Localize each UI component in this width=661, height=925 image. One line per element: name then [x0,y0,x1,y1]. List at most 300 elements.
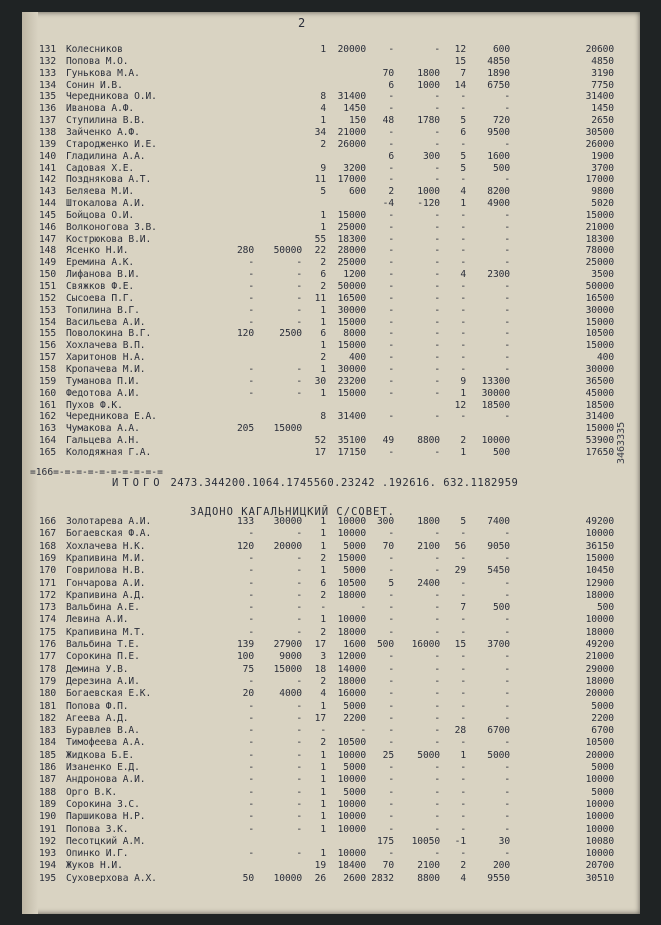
cell-value: - [460,328,466,340]
cell-value: 19 [314,860,326,872]
cell-value: 20 [242,688,254,700]
cell-value: - [460,614,466,626]
cell-value: 1 [460,749,466,761]
cell-value: - [434,44,440,55]
cell-value: - [434,712,440,724]
cell-value: 9550 [487,872,510,884]
cell-value: - [504,811,510,823]
person-name: Попова Ф.П. [66,700,129,712]
cell-value: - [296,675,302,687]
cell-value: 56 [454,540,466,552]
cell-value: - [388,565,394,577]
cell-value: 2 [320,257,326,269]
cell-value: - [248,269,254,281]
cell-value: - [460,823,466,835]
row-number: 167 [38,528,56,540]
cell-value: - [504,316,510,328]
cell-value: 21000 [585,221,614,233]
cell-value: 120 [236,540,254,552]
person-name: Гунькова М.А. [66,67,140,79]
cell-value: 17000 [585,174,614,186]
cell-value: - [434,798,440,810]
cell-value: 1 [320,387,326,399]
cell-value: 18 [314,663,326,675]
cell-value: - [388,528,394,540]
person-name: Тимофеева А.А. [66,737,146,749]
cell-value: - [460,798,466,810]
row-number: 160 [38,387,56,399]
side-stamp-number: 3463335 [616,421,627,464]
cell-value: - [388,340,394,352]
cell-value: 2 [320,552,326,564]
row-number: 195 [38,872,56,884]
cell-value: - [360,725,366,737]
person-name: Иванова А.Ф. [66,103,135,115]
cell-value: 36150 [585,540,614,552]
cell-value: 10000 [337,614,366,626]
cell-value: 4 [320,688,326,700]
row-number: 185 [38,749,56,761]
cell-value: 5000 [343,762,366,773]
cell-value: 2 [460,435,466,447]
cell-value: 20000 [337,44,366,55]
cell-value: - [504,340,510,352]
cell-value: 2 [320,737,326,749]
cell-value: - [248,387,254,399]
total-row [112,477,518,489]
person-name: Изаненко Е.Д. [66,762,140,773]
cell-value: 1 [320,811,326,823]
cell-value: - [460,316,466,328]
row-number: 194 [38,860,56,872]
cell-value: 1 [320,700,326,712]
cell-value: 1450 [343,103,366,115]
cell-value: - [388,292,394,304]
cell-value: 10000 [337,798,366,810]
cell-value: - [504,245,510,257]
person-name: Жидкова Б.Е. [66,749,135,761]
cell-value: - [388,626,394,638]
cell-value: 5 [460,150,466,162]
cell-value: 500 [492,162,510,174]
cell-value: - [460,411,466,423]
cell-value: - [388,174,394,186]
cell-value: 2300 [487,269,510,281]
cell-value: 2200 [591,712,614,724]
cell-value: 48 [382,115,394,127]
cell-value: 300 [422,150,440,162]
cell-value: 500 [596,602,614,614]
cell-value: 17650 [585,446,614,458]
cell-value: 5450 [487,565,510,577]
cell-value: 55 [314,233,326,245]
person-name: Бойцова О.И. [66,209,135,221]
cell-value: 50000 [273,245,302,257]
cell-value: - [460,281,466,292]
person-name: Андронова А.И. [66,774,146,786]
cell-value: 30000 [337,363,366,375]
cell-value: 5000 [343,565,366,577]
cell-value: - [248,363,254,375]
cell-value: - [388,848,394,860]
row-number: 137 [38,115,56,127]
cell-value: 28 [454,725,466,737]
cell-value: 2 [460,860,466,872]
cell-value: 30500 [585,126,614,138]
cell-value: - [248,626,254,638]
person-name: Колодяжная Г.А. [66,446,152,458]
cell-value: 20000 [273,540,302,552]
cell-value: 53900 [585,435,614,447]
person-name: Сонин И.В. [66,79,123,91]
cell-value: 15000 [337,387,366,399]
person-name: Колесников [66,44,123,55]
cell-value: - [388,614,394,626]
document-page [22,12,640,914]
cell-value: 18000 [337,626,366,638]
cell-value: - [388,774,394,786]
cell-value: 600 [492,44,510,55]
cell-value: - [504,774,510,786]
cell-value: 10080 [585,835,614,847]
cell-value: - [248,811,254,823]
row-number: 131 [38,44,56,55]
cell-value: 150 [348,115,366,127]
total-values: 2473.344200.1064.1745560.23242 .192616. 632.1182959 [170,477,519,489]
separator-line: =166=-=-=-=-=-=-=-=-=-= [30,467,163,478]
cell-value: 15 [454,55,466,67]
person-name: Вальбина Т.Е. [66,639,140,650]
cell-value: - [388,304,394,316]
cell-value: - [248,292,254,304]
cell-value: 6700 [591,725,614,737]
person-name: Еремина А.К. [66,257,135,269]
cell-value: 1 [320,762,326,773]
cell-value: 1 [320,115,326,127]
cell-value: - [388,233,394,245]
cell-value: - [504,688,510,700]
cell-value: 10000 [481,435,510,447]
cell-value: 17 [314,446,326,458]
cell-value: - [248,725,254,737]
cell-value: 10000 [585,798,614,810]
person-name: Жуков Н.И. [66,860,123,872]
cell-value: 10000 [585,614,614,626]
cell-value: - [388,257,394,269]
cell-value: - [434,138,440,150]
cell-value: - [434,688,440,700]
cell-value: 10050 [411,835,440,847]
cell-value: 1600 [343,639,366,650]
row-number: 152 [38,292,56,304]
person-name: Поволокина В.Г. [66,328,152,340]
cell-value: 16000 [411,639,440,650]
cell-value: - [460,221,466,233]
cell-value: 1200 [343,269,366,281]
cell-value: - [388,811,394,823]
row-number: 154 [38,316,56,328]
cell-value: - [248,257,254,269]
cell-value: 9 [320,162,326,174]
cell-value: 50 [242,872,254,884]
cell-value: - [248,737,254,749]
cell-value: - [388,675,394,687]
cell-value: 15 [454,639,466,650]
cell-value: - [296,387,302,399]
cell-value: - [504,221,510,233]
cell-value: - [460,675,466,687]
cell-value: 1780 [417,115,440,127]
cell-value: 205 [236,423,254,435]
cell-value: 500 [492,446,510,458]
cell-value: 70 [382,540,394,552]
cell-value: - [296,304,302,316]
cell-value: 1 [320,304,326,316]
cell-value: 3500 [591,269,614,281]
cell-value: 1 [320,540,326,552]
cell-value: - [434,626,440,638]
person-name: Стародженко И.Е. [66,138,157,150]
cell-value: 1 [320,848,326,860]
cell-value: 8 [320,411,326,423]
cell-value: 2100 [417,540,440,552]
cell-value: - [434,528,440,540]
cell-value: 1 [320,44,326,55]
cell-value: 600 [348,186,366,198]
cell-value: - [504,626,510,638]
cell-value: - [434,848,440,860]
cell-value: 6 [320,328,326,340]
cell-value: - [504,138,510,150]
cell-value: 10000 [337,749,366,761]
row-number: 146 [38,221,56,233]
cell-value: 18500 [585,399,614,411]
person-name: Паршикова Н.Р. [66,811,146,823]
cell-value: - [388,552,394,564]
cell-value: 18300 [585,233,614,245]
cell-value: - [434,352,440,364]
cell-value: 2 [320,675,326,687]
cell-value: 1600 [487,150,510,162]
cell-value: - [248,316,254,328]
cell-value: 1 [320,823,326,835]
row-number: 172 [38,589,56,601]
cell-value: 10000 [585,848,614,860]
cell-value: 4 [460,186,466,198]
cell-value: - [504,675,510,687]
cell-value: 2100 [417,860,440,872]
cell-value: 200 [492,860,510,872]
cell-value: - [388,798,394,810]
cell-value: - [388,786,394,798]
cell-value: - [434,700,440,712]
row-number: 147 [38,233,56,245]
row-number: 143 [38,186,56,198]
cell-value: - [388,387,394,399]
cell-value: 7 [460,602,466,614]
cell-value: - [388,363,394,375]
cell-value: - [434,328,440,340]
cell-value: - [248,774,254,786]
row-number: 134 [38,79,56,91]
person-name: Чередникова О.И. [66,91,157,103]
row-number: 132 [38,55,56,67]
cell-value: 5 [460,115,466,127]
row-number: 150 [38,269,56,281]
cell-value: 13300 [481,375,510,387]
cell-value: 15000 [337,552,366,564]
cell-value: 8000 [343,328,366,340]
cell-value: 17000 [337,174,366,186]
cell-value: 1 [320,798,326,810]
cell-value: 26 [314,872,326,884]
cell-value: - [434,340,440,352]
cell-value: 15000 [337,316,366,328]
person-name: Пухов Ф.К. [66,399,123,411]
cell-value: - [248,700,254,712]
cell-value: - [434,737,440,749]
cell-value: 4 [460,872,466,884]
cell-value: - [504,528,510,540]
cell-value: - [460,304,466,316]
row-number: 139 [38,138,56,150]
cell-value: 3200 [343,162,366,174]
cell-value: 3700 [591,162,614,174]
person-name: Хохлачева Н.К. [66,540,146,552]
cell-value: 9800 [591,186,614,198]
cell-value: 1000 [417,79,440,91]
cell-value: - [460,589,466,601]
person-name: Крапивина А.Д. [66,589,146,601]
cell-value: 9000 [279,651,302,663]
cell-value: - [504,700,510,712]
cell-value: - [434,411,440,423]
cell-value: - [460,712,466,724]
cell-value: - [388,269,394,281]
cell-value: 18000 [585,589,614,601]
person-name: Федотова А.И. [66,387,140,399]
row-number: 180 [38,688,56,700]
person-name: Сорокина П.Е. [66,651,140,663]
cell-value: 120 [236,328,254,340]
cell-value: - [248,749,254,761]
cell-value: - [388,688,394,700]
cell-value: 1800 [417,516,440,527]
cell-value: - [248,712,254,724]
page-number: 2 [298,16,306,30]
person-name: Волконогова З.В. [66,221,157,233]
cell-value: - [460,257,466,269]
cell-value: 15000 [585,340,614,352]
cell-value: - [504,577,510,589]
cell-value: 21000 [585,651,614,663]
person-name: Крапивина М.И. [66,552,146,564]
cell-value: 18000 [337,675,366,687]
cell-value: 31400 [337,411,366,423]
cell-value: 23200 [337,375,366,387]
cell-value: 15000 [585,552,614,564]
cell-value: 12900 [585,577,614,589]
cell-value: - [248,528,254,540]
row-number: 166 [38,516,56,527]
cell-value: 30000 [337,304,366,316]
row-number: 174 [38,614,56,626]
person-name: Беляева М.И. [66,186,135,198]
cell-value: - [388,281,394,292]
cell-value: 10450 [585,565,614,577]
person-name: Вальбина А.Е. [66,602,140,614]
cell-value: 10000 [585,528,614,540]
cell-value: 20000 [585,688,614,700]
person-name: Садовая Х.Е. [66,162,135,174]
cell-value: 28000 [337,245,366,257]
cell-value: - [388,762,394,773]
cell-value: 50000 [585,281,614,292]
row-number: 151 [38,281,56,292]
row-number: 179 [38,675,56,687]
cell-value: - [504,233,510,245]
cell-value: - [296,725,302,737]
section-title: ЗАДОНО КАГАЛЬНИЦКИЙ С/СОВЕТ. [190,506,396,518]
person-name: Опинко И.Г. [66,848,129,860]
cell-value: - [388,209,394,221]
person-name: Чумакова А.А. [66,423,140,435]
cell-value: - [504,328,510,340]
cell-value: - [434,565,440,577]
cell-value: - [296,823,302,835]
cell-value: 10000 [337,516,366,527]
cell-value: - [460,700,466,712]
cell-value: 1 [460,446,466,458]
cell-value: - [388,700,394,712]
cell-value: - [388,126,394,138]
cell-value: - [504,411,510,423]
person-name: Богаевская Е.К. [66,688,152,700]
person-name: Буравлев В.А. [66,725,140,737]
cell-value: 280 [236,245,254,257]
cell-value: 1 [320,749,326,761]
cell-value: 6 [388,150,394,162]
person-name: Дерезина А.И. [66,675,140,687]
row-number: 189 [38,798,56,810]
cell-value: 18400 [337,860,366,872]
cell-value: 18500 [481,399,510,411]
row-number: 175 [38,626,56,638]
cell-value: - [434,209,440,221]
cell-value: 1 [320,516,326,527]
cell-value: - [460,762,466,773]
cell-value: - [248,304,254,316]
cell-value: 30000 [481,387,510,399]
row-number: 176 [38,639,56,650]
cell-value: - [460,528,466,540]
person-name: Лифанова В.И. [66,269,140,281]
cell-value: 2832 [371,872,394,884]
cell-value: - [248,848,254,860]
cell-value: 18000 [585,626,614,638]
cell-value: - [434,552,440,564]
cell-value: - [460,774,466,786]
cell-value: 1 [320,786,326,798]
row-number: 162 [38,411,56,423]
cell-value: 30000 [273,516,302,527]
person-name: Ступилина В.В. [66,115,146,127]
person-name: Васильева А.И. [66,316,146,328]
cell-value: - [296,700,302,712]
cell-value: - [388,91,394,103]
row-number: 171 [38,577,56,589]
row-number: 178 [38,663,56,675]
